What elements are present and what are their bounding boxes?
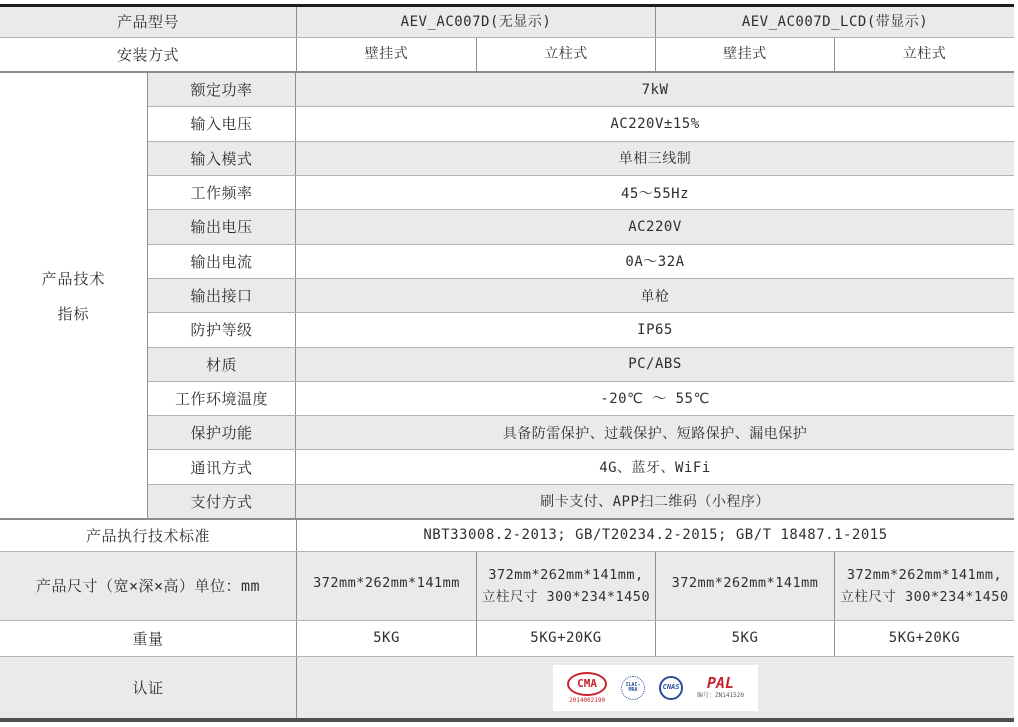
- dimensions-line2: 立柱尺寸 300*234*1450: [481, 589, 651, 605]
- install-type-col-1: 壁挂式: [297, 38, 477, 71]
- dimensions-label: 产品尺寸（宽×深×高）单位：mm: [0, 552, 297, 620]
- spec-name: 输出电流: [148, 245, 296, 278]
- install-type-label: 安装方式: [0, 38, 297, 71]
- spec-name: 通讯方式: [148, 450, 296, 483]
- spec-value: 刷卡支付、APP扫二维码（小程序）: [540, 494, 770, 511]
- ilac-mra-logo-icon: [621, 676, 645, 700]
- spec-name: 输入模式: [148, 142, 296, 175]
- standards-value: NBT33008.2-2013; GB/T20234.2-2015; GB/T 18487.1-2015: [423, 527, 888, 544]
- spec-name: 支付方式: [148, 485, 296, 518]
- spec-row-protection: [148, 416, 1014, 450]
- cnas-logo-icon: [659, 676, 683, 700]
- spec-row-output-port: [148, 279, 1014, 313]
- spec-row-input-voltage: [148, 107, 1014, 141]
- spec-value: 单相三线制: [618, 151, 692, 168]
- install-type-col-4: 立柱式: [902, 46, 947, 63]
- spec-row-payment: [148, 485, 1014, 518]
- cma-logo-text: CMA: [567, 672, 607, 696]
- dimensions-line1: 372mm*262mm*141mm,: [846, 566, 1003, 583]
- ilac-mra-logo-text: ILAC-MRA: [621, 676, 645, 700]
- pal-logo-icon: [697, 676, 744, 699]
- spec-row-rated-power: [148, 73, 1014, 107]
- dimensions-col-3: [656, 552, 835, 620]
- certification-row: [0, 657, 1014, 718]
- spec-value: 45～55Hz: [620, 185, 690, 202]
- spec-value: PC/ABS: [628, 356, 682, 373]
- spec-row-operating-temp: [148, 382, 1014, 416]
- tech-spec-section: [0, 73, 1014, 520]
- product-model-row: [0, 7, 1014, 38]
- install-type-col-3: 壁挂式: [656, 38, 835, 71]
- dimensions-row: [0, 552, 1014, 621]
- model-lcd-display: AEV_AC007D_LCD(带显示): [741, 13, 929, 30]
- spec-name: 输出接口: [148, 279, 296, 312]
- tech-spec-section-label: [0, 73, 148, 518]
- weight-row: [0, 621, 1014, 657]
- spec-row-material: [148, 348, 1014, 382]
- spec-value: AC220V±15%: [610, 115, 700, 132]
- spec-name: 保护功能: [148, 416, 296, 449]
- spec-row-ip-rating: [148, 313, 1014, 347]
- dimensions-col-1: [297, 552, 477, 620]
- spec-value: 单枪: [640, 288, 670, 305]
- tech-spec-label-line2: 指标: [57, 304, 90, 323]
- spec-name: 额定功率: [148, 73, 296, 106]
- pal-logo-text: PAL: [706, 674, 735, 692]
- certification-label: 认证: [0, 657, 297, 718]
- spec-name: 材质: [148, 348, 296, 381]
- spec-value: 4G、蓝牙、WiFi: [599, 460, 711, 477]
- install-type-col-2: 立柱式: [477, 38, 656, 71]
- spec-value: 0A～32A: [625, 254, 685, 271]
- dimensions-line1: 372mm*262mm*141mm: [671, 574, 819, 591]
- cnas-logo-text: CNAS: [659, 676, 683, 700]
- dimensions-col-2: [477, 552, 656, 620]
- weight-col-4: 5KG+20KG: [888, 630, 961, 647]
- spec-row-frequency: [148, 176, 1014, 210]
- standards-label: 产品执行技术标准: [0, 520, 297, 551]
- certification-logo-box: [553, 665, 758, 711]
- cma-logo-icon: [567, 672, 607, 704]
- weight-col-3: 5KG: [656, 621, 835, 656]
- product-model-label: 产品型号: [0, 7, 297, 37]
- spec-value: IP65: [637, 321, 673, 338]
- tech-spec-label-line1: 产品技术: [41, 269, 106, 288]
- spec-row-input-mode: [148, 142, 1014, 176]
- spec-row-output-current: [148, 245, 1014, 279]
- pal-logo-number: 编号：ZN141520: [697, 692, 744, 699]
- cma-logo-number: 2014002190: [568, 696, 606, 704]
- spec-name: 输入电压: [148, 107, 296, 140]
- tech-spec-rows: [148, 73, 1014, 518]
- weight-label: 重量: [0, 621, 297, 656]
- spec-name: 防护等级: [148, 313, 296, 346]
- spec-name: 工作环境温度: [148, 382, 296, 415]
- dimensions-line2: 立柱尺寸 300*234*1450: [840, 589, 1009, 605]
- certification-logos-cell: [297, 657, 1014, 718]
- spec-value: -20℃ ～ 55℃: [600, 391, 710, 408]
- spec-value: 7kW: [641, 81, 669, 98]
- dimensions-col-4: [835, 552, 1014, 620]
- weight-col-2: 5KG+20KG: [477, 621, 656, 656]
- spec-row-communication: [148, 450, 1014, 484]
- install-type-row: [0, 38, 1014, 73]
- weight-col-1: 5KG: [297, 621, 477, 656]
- spec-value: 具备防雷保护、过载保护、短路保护、漏电保护: [502, 425, 808, 442]
- product-spec-table: [0, 4, 1014, 722]
- model-no-display: AEV_AC007D(无显示): [297, 7, 656, 37]
- spec-name: 输出电压: [148, 210, 296, 243]
- spec-row-output-voltage: [148, 210, 1014, 244]
- standards-row: [0, 520, 1014, 552]
- dimensions-line1: 372mm*262mm*141mm,: [488, 566, 644, 583]
- spec-value: AC220V: [628, 218, 682, 235]
- dimensions-line1: 372mm*262mm*141mm: [313, 574, 460, 591]
- spec-name: 工作频率: [148, 176, 296, 209]
